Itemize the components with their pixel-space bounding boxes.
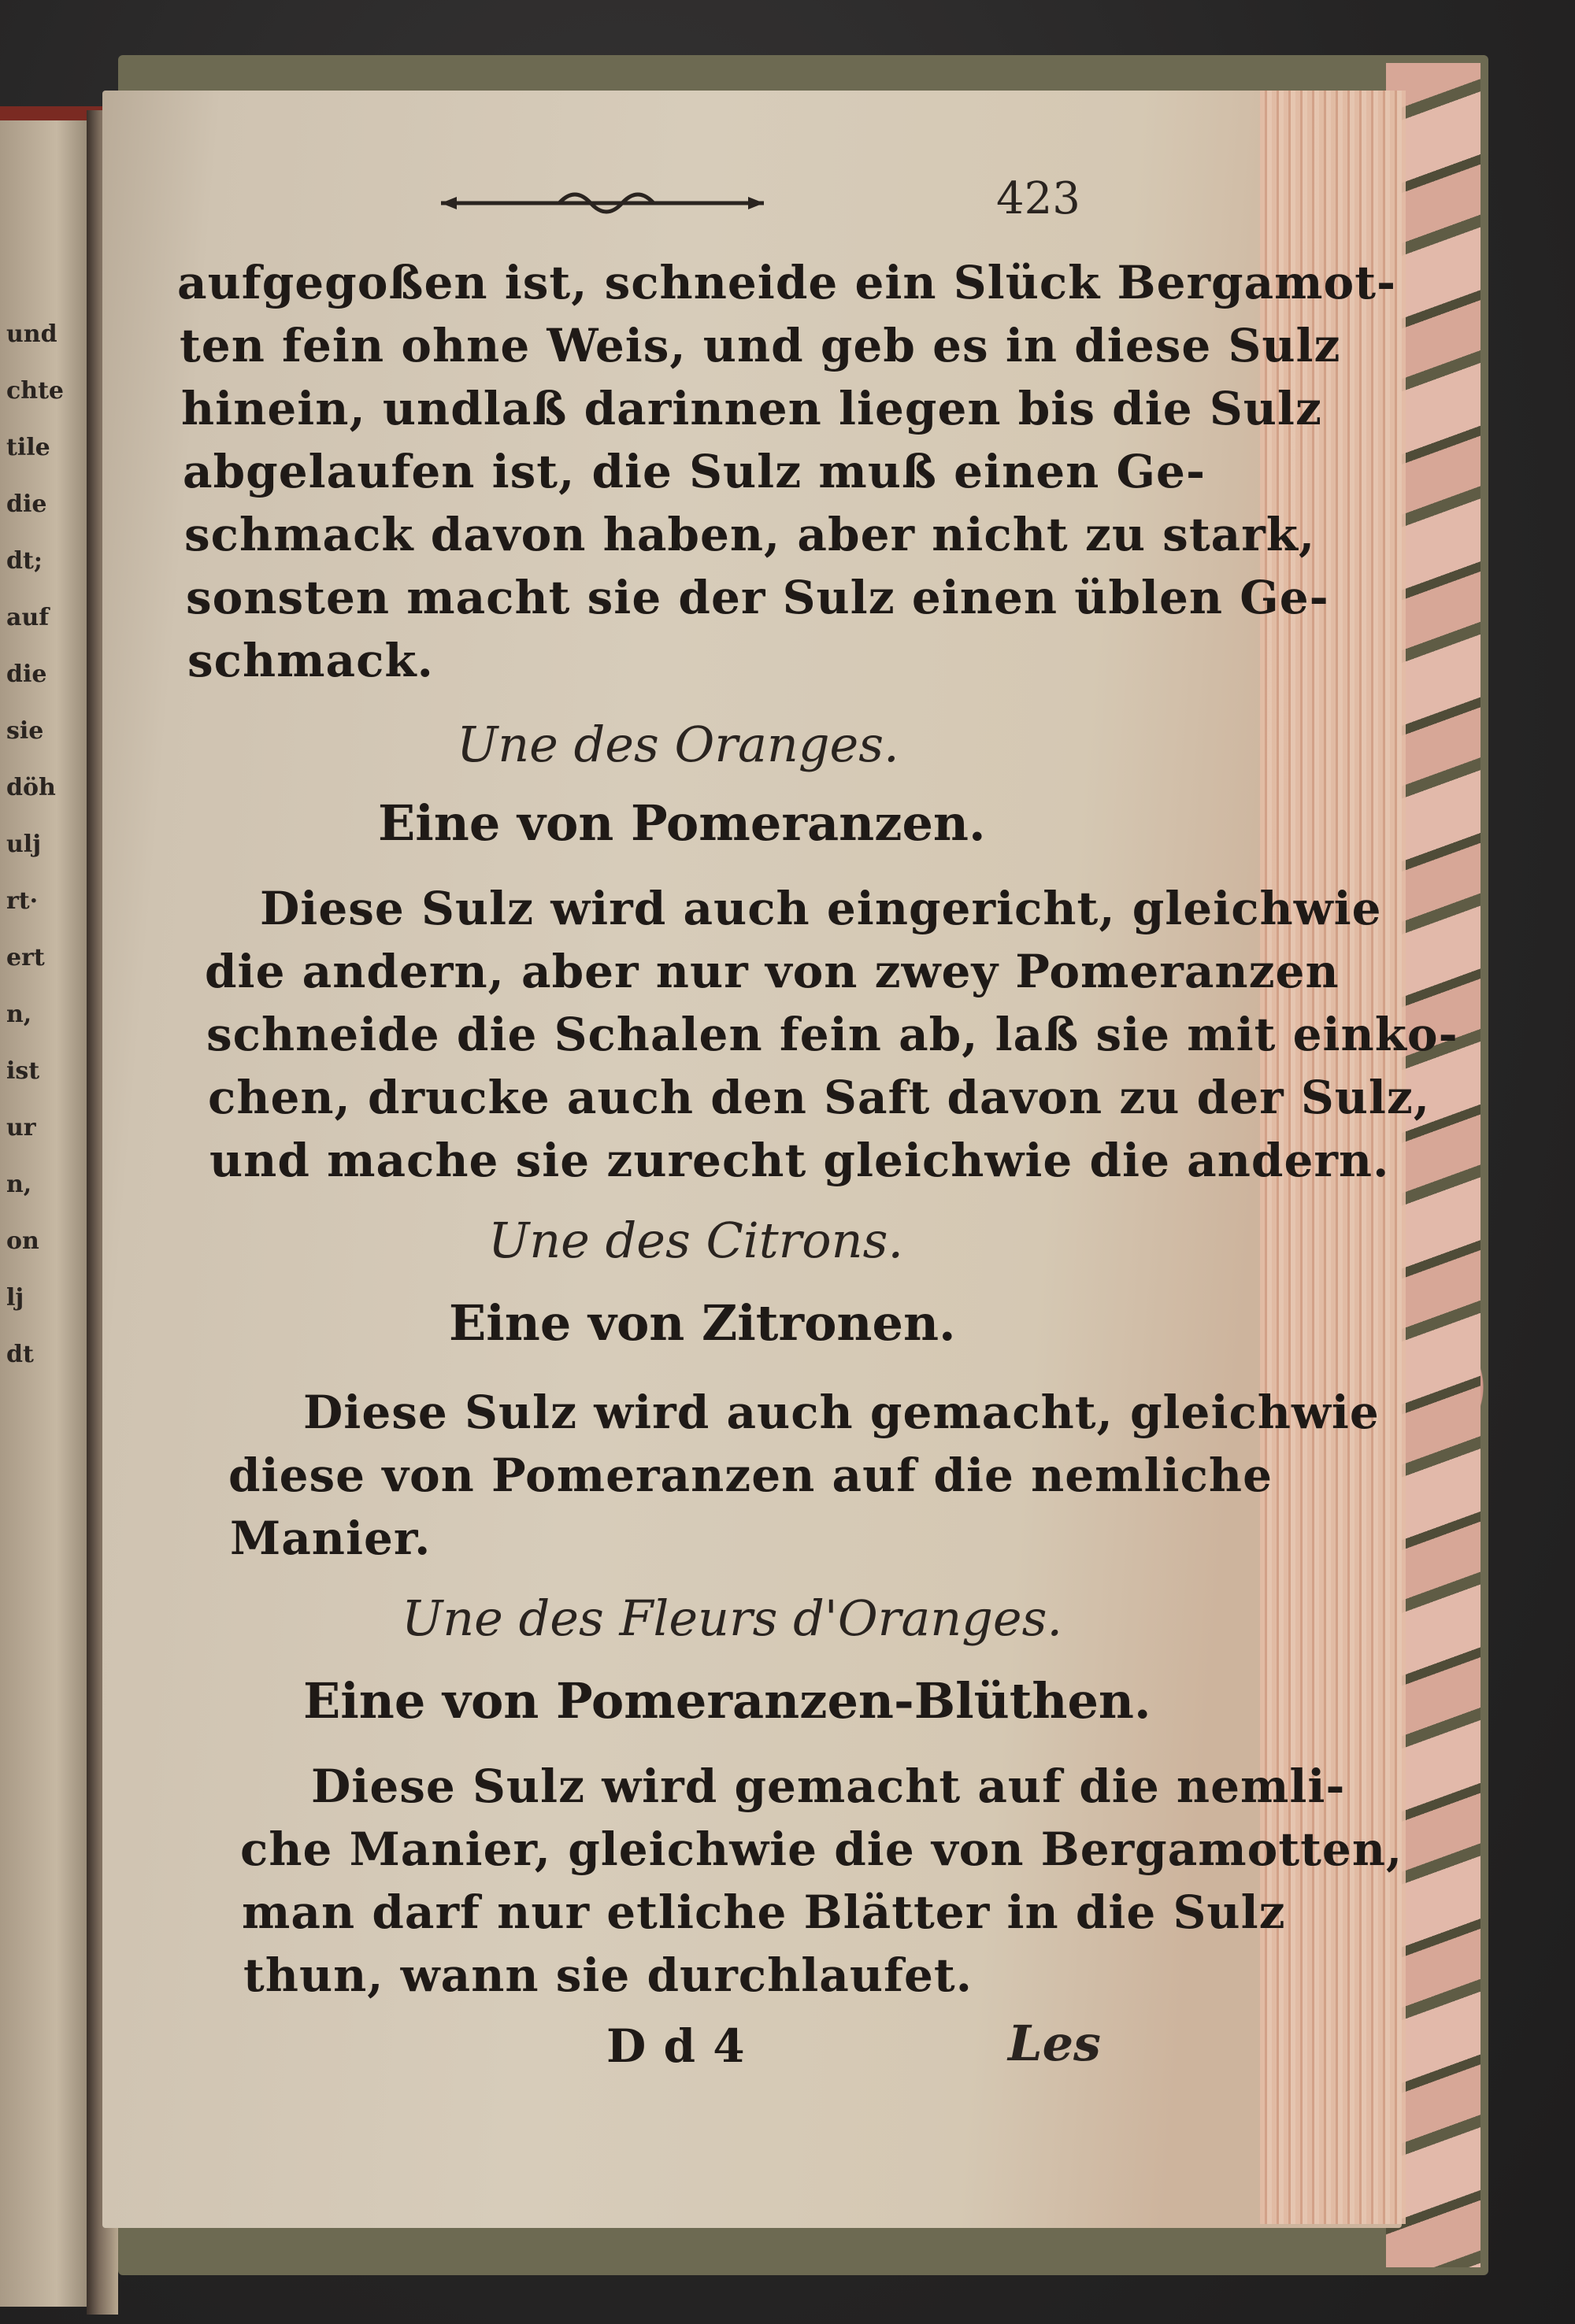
left-page-fragment: on: [6, 1227, 39, 1255]
text-line: und mache sie zurecht gleichwie die andern.: [209, 1134, 1390, 1187]
header-ornament: [441, 187, 764, 219]
text-line: Diese Sulz wird gemacht auf die nemli-: [311, 1760, 1346, 1813]
page-number: 423: [996, 173, 1080, 224]
signature-mark: D d 4: [606, 2019, 746, 2073]
french-heading: Une des Citrons.: [488, 1212, 904, 1269]
left-page-fragment: n,: [6, 1001, 32, 1028]
left-page-fragment: ist: [6, 1057, 40, 1085]
text-line: Diese Sulz wird auch gemacht, gleichwie: [303, 1386, 1380, 1439]
french-heading: Une des Oranges.: [457, 716, 899, 773]
text-line: schmack davon haben, aber nicht zu stark,: [184, 508, 1316, 561]
left-page-fragment: die: [6, 490, 47, 518]
text-line: man darf nur etliche Blätter in die Sulz: [242, 1885, 1286, 1939]
left-page-fragment: n,: [6, 1171, 32, 1198]
text-line: aufgegoßen ist, schneide ein Slück Bergamot-: [177, 256, 1397, 309]
left-page-fragment: die: [6, 661, 47, 688]
left-page-fragment: tile: [6, 434, 50, 461]
german-heading: Eine von Zitronen.: [449, 1294, 956, 1352]
french-heading: Une des Fleurs d'Oranges.: [402, 1589, 1063, 1647]
text-line: die andern, aber nur von zwey Pomeranzen: [205, 945, 1340, 998]
german-heading: Eine von Pomeranzen.: [378, 794, 986, 852]
german-heading: Eine von Pomeranzen-Blüthen.: [303, 1672, 1151, 1730]
left-page-fragment: und: [6, 320, 57, 348]
text-line: abgelaufen ist, die Sulz muß einen Ge-: [183, 445, 1206, 498]
text-line: sonsten macht sie der Sulz einen üblen Ge-: [186, 571, 1329, 624]
left-page-fragment: döh: [6, 774, 56, 801]
left-page-fragment: ur: [6, 1114, 36, 1142]
left-page-fragment: dt;: [6, 547, 43, 575]
text-line: diese von Pomeranzen auf die nemliche: [228, 1449, 1273, 1502]
text-line: schmack.: [187, 634, 434, 687]
text-line: ten fein ohne Weis, und geb es in diese Sulz: [180, 319, 1341, 372]
text-line: Manier.: [230, 1512, 432, 1565]
left-page-fragment: lj: [6, 1284, 24, 1312]
left-page-fragment: ulj: [6, 831, 42, 858]
catchword: Les: [1008, 2015, 1101, 2072]
text-line: chen, drucke auch den Saft davon zu der Sulz,: [208, 1071, 1431, 1124]
text-line: thun, wann sie durchlaufet.: [243, 1948, 973, 2002]
left-page-fragment: sie: [6, 717, 44, 745]
text-line: schneide die Schalen fein ab, laß sie mit einko-: [206, 1008, 1458, 1061]
left-page-fragment: chte: [6, 377, 65, 405]
text-line: che Manier, gleichwie die von Bergamotten,: [240, 1823, 1403, 1876]
text-line: hinein, undlaß darinnen liegen bis die Sulz: [181, 382, 1322, 435]
left-page-fragment: auf: [6, 604, 50, 631]
left-page-fragment: dt: [6, 1341, 34, 1368]
left-page-fragment: ert: [6, 944, 45, 971]
left-page-fragment: rt·: [6, 887, 39, 915]
text-line: Diese Sulz wird auch eingericht, gleichwie: [260, 882, 1382, 935]
